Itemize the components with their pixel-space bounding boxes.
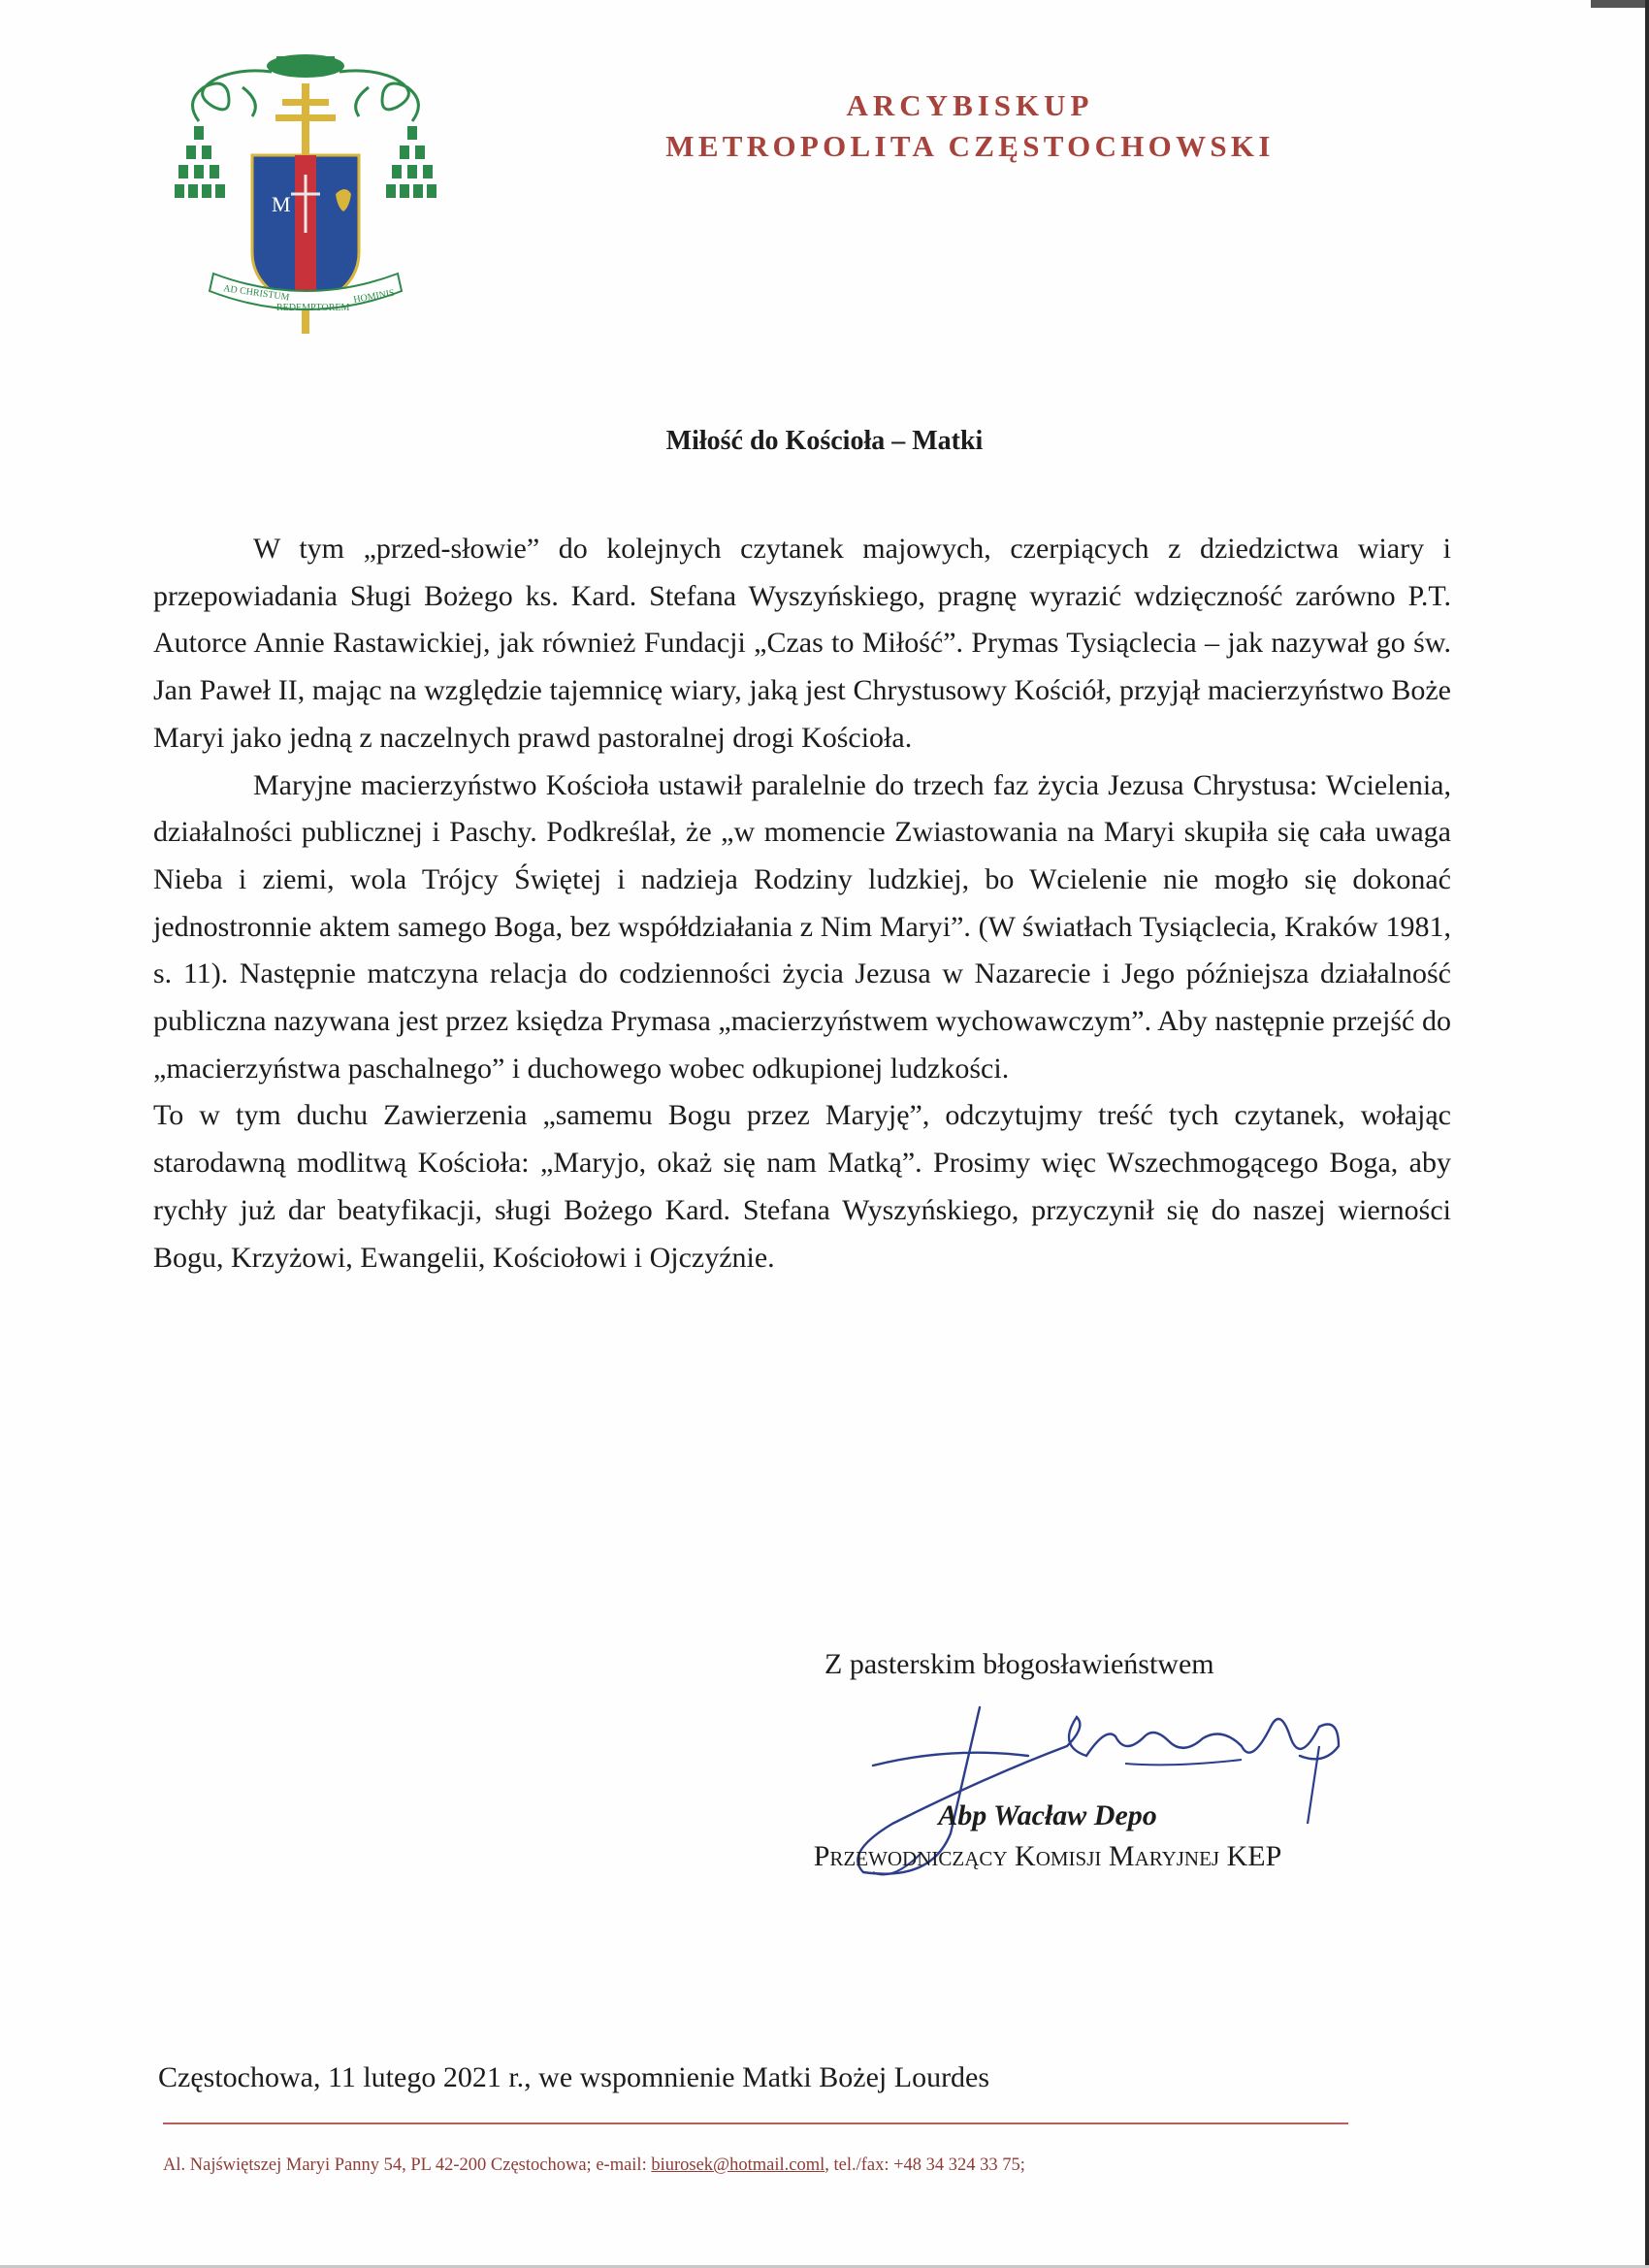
svg-text:HOMINIS: HOMINIS bbox=[352, 287, 396, 306]
footer-email-link[interactable]: biurosek@hotmail.coml bbox=[651, 2155, 825, 2175]
svg-text:AD CHRISTUM: AD CHRISTUM bbox=[222, 283, 291, 304]
letter-body bbox=[153, 526, 1451, 1281]
scan-edge bbox=[1645, 0, 1649, 2268]
footer-phone: , tel./fax: +48 34 324 33 75; bbox=[824, 2155, 1025, 2175]
date-line: Częstochowa, 11 lutego 2021 r., we wspomnienie Matki Bożej Lourdes bbox=[158, 2061, 990, 2093]
letter-title: Miłość do Kościoła – Matki bbox=[665, 426, 984, 456]
scan-edge-mark bbox=[1591, 0, 1645, 8]
archiepiscopal-coat-of-arms-icon bbox=[175, 49, 436, 349]
paragraph: Maryjne macierzyństwo Kościoła ustawił paralelnie do trzech faz życia Jezusa Chrystusa: Wcielenia, działalności publicznej i Paschy. Podkreślał, że „w momencie Zwiastowania na Maryi skupiła się cała uwaga Nieba i ziemi, wola Trójcy Świętej i nadzieja Rodziny ludzkiej, bo Wcielenie nie mogło się dokonać jednostronnie aktem samego Boga, bez współdziałania z Nim Maryi”. (W światłach Tysiąclecia, Kraków 1981, s. 11). Następnie matczyna relacja do codzienności życia Jezusa w Nazarecie i Jego późniejsza działalność publiczna nazywana jest przez księdza Prymasa „macierzyństwem wychowawczym”. Aby następnie przejść do „macierzyństwa paschalnego” i duchowego wobec odkupionej ludzkości. bbox=[153, 768, 1451, 1085]
svg-text:REDEMPTOREM: REDEMPTOREM bbox=[276, 303, 350, 313]
footer-divider bbox=[163, 2122, 1348, 2124]
letterhead-title: ARCYBISKUP bbox=[846, 88, 1094, 122]
signatory-role: Przewodniczący Komisji Maryjnej KEP bbox=[813, 1840, 1282, 1872]
paragraph: W tym „przed-słowie” do kolejnych czytanek majowych, czerpiących z dziedzictwa wiary i przepowiadania Sługi Bożego ks. Kard. Stefana Wyszyńskiego, pragnę wyrazić wdzięczność zarówno P.T. Autorce Annie Rastawickiej, jak również Fundacji „Czas to Miłość”. Prymas Tysiąclecia – jak nazywał go św. Jan Paweł II, mając na względzie tajemnicę wiary, jaką jest Chrystusowy Kościół, przyjął macierzyństwo Boże Maryi jako jedną z naczelnych prawd pastoralnej drogi Kościoła. bbox=[153, 533, 1451, 754]
signatory-name: Abp Wacław Depo bbox=[938, 1799, 1157, 1831]
letterhead-subtitle: METROPOLITA CZĘSTOCHOWSKI bbox=[665, 129, 1275, 163]
footer-address: Al. Najświętszej Maryi Panny 54, PL 42-200 Częstochowa; e-mail: bbox=[163, 2155, 652, 2175]
svg-text:M: M bbox=[272, 192, 291, 216]
paragraph: To w tym duchu Zawierzenia „samemu Bogu przez Maryję”, odczytujmy treść tych czytanek, wołając starodawną modlitwą Kościoła: „Maryjo, okaż się nam Matką”. Prosimy więc Wszechmogącego Boga, aby rychły już dar beatyfikacji, sługi Bożego Kard. Stefana Wyszyńskiego, przyczynił się do naszej wierności Bogu, Krzyżowi, Ewangelii, Kościołowi i Ojczyźnie. bbox=[153, 1099, 1451, 1274]
letterhead bbox=[572, 85, 1368, 167]
closing-salutation: Z pasterskim błogosławieństwem bbox=[824, 1648, 1214, 1680]
footer-contact bbox=[163, 2153, 1025, 2178]
